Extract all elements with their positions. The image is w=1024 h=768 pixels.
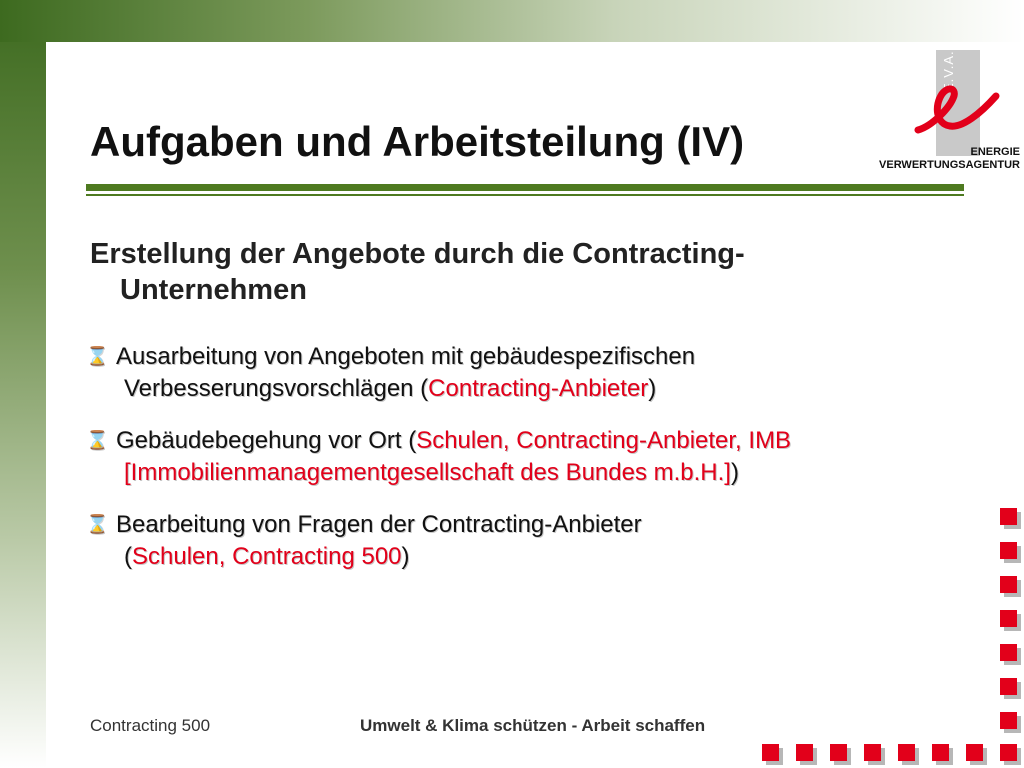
decorative-square — [796, 744, 813, 761]
decorative-square — [1000, 644, 1017, 661]
hourglass-icon: ⌛ — [86, 346, 109, 366]
bullet-continuation — [86, 373, 946, 405]
decorative-square — [1000, 508, 1017, 525]
bullet-continuation — [86, 457, 946, 489]
hourglass-icon: ⌛ — [86, 430, 109, 450]
bullet-continuation — [86, 541, 946, 573]
title-rule-thin — [86, 194, 964, 196]
hourglass-icon: ⌛ — [86, 514, 109, 534]
heading-line-2: Unternehmen — [120, 274, 307, 306]
bullet-highlight: Contracting-Anbieter — [428, 375, 649, 402]
left-gradient-bar — [0, 0, 46, 768]
bullet-text: Verbesserungsvorschlägen ( — [124, 375, 429, 402]
eva-logo-icon — [910, 78, 1006, 142]
logo-line-2: VERWERTUNGSAGENTUR — [879, 159, 1020, 171]
logo-eva-text: E.V.A. — [941, 50, 956, 92]
decorative-square — [1000, 610, 1017, 627]
bullet-text: ( — [124, 543, 132, 570]
bullet-text: Gebäudebegehung vor Ort ( — [116, 427, 417, 454]
decorative-square — [966, 744, 983, 761]
bullet-text: Bearbeitung von Fragen der Contracting-Anbieter — [116, 511, 642, 538]
top-gradient-bar — [0, 0, 1024, 42]
bullet-item — [86, 424, 946, 489]
slide-title: Aufgaben und Arbeitsteilung (IV) — [90, 118, 745, 165]
decorative-square — [1000, 576, 1017, 593]
bullet-highlight: Schulen, Contracting 500 — [132, 543, 402, 570]
decorative-square — [932, 744, 949, 761]
decorative-square — [898, 744, 915, 761]
bullet-text: ) — [401, 543, 410, 570]
decorative-square — [864, 744, 881, 761]
bullet-item — [86, 340, 946, 405]
section-heading — [90, 236, 880, 308]
bullet-text: ) — [648, 375, 657, 402]
bullet-highlight: [Immobilienmanagementgesellschaft des Bundes m.b.H.] — [124, 459, 731, 486]
footer-slogan: Umwelt & Klima schützen - Arbeit schaffen — [360, 716, 706, 735]
footer-left-text: Contracting 500 — [90, 716, 211, 735]
decorative-square — [1000, 678, 1017, 695]
decorative-square — [1000, 744, 1017, 761]
bullet-text: ) — [730, 459, 739, 486]
decorative-square — [1000, 712, 1017, 729]
bullet-highlight: Schulen, Contracting-Anbieter, IMB — [416, 427, 792, 454]
bullet-text: Ausarbeitung von Angeboten mit gebäudespezifischen — [116, 343, 696, 370]
decorative-square — [1000, 542, 1017, 559]
decorative-square — [830, 744, 847, 761]
decorative-square — [762, 744, 779, 761]
heading-line-1: Erstellung der Angebote durch die Contracting- — [90, 238, 745, 270]
bullet-item — [86, 508, 946, 573]
logo-wordmark — [870, 146, 1020, 172]
title-rule-thick — [86, 184, 964, 191]
logo-line-1: ENERGIE — [970, 146, 1020, 158]
